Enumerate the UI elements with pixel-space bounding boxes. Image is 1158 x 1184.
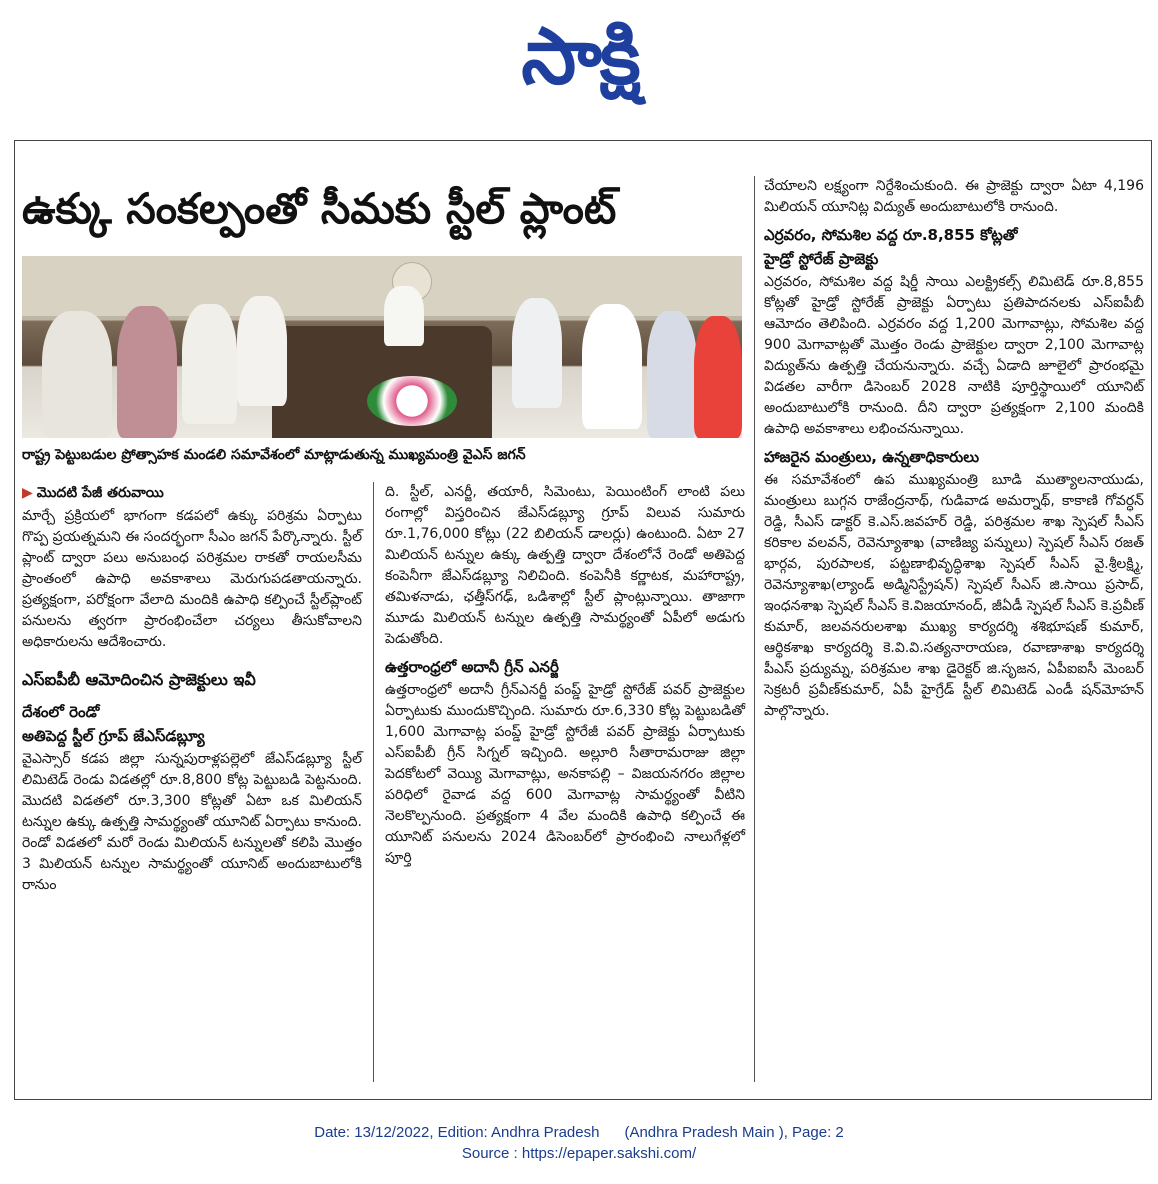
col1-intro: మార్చే ప్రక్రియలో భాగంగా కడపలో ఉక్కు పరిశ్రమ ఏర్పాటు గొప్ప ప్రయత్నమని ఈ సందర్భంగా సీఎం జగన్ పేర్కొన్నారు. స్టీల్ ప్లాంట్ ద్వారా పలు అనుబంధ పరిశ్రమల రాకతో రాయలసీమ ప్రాంతంలో ఉపాధి అవకాశాలు మెరుగుపడతాయన్నారు. ప్రత్యక్షంగా, పరోక్షంగా వేలాది మందికి ఉపాధి కల్పించే స్టీల్‌ప్లాంట్ పనులను త్వరగా ప్రారంభించేలా చర్యలు తీసుకోవాలని అధికారులను ఆదేశించారు.: [22, 508, 362, 650]
article-headline: ఉక్కు సంకల్పంతో సీమకు స్టీల్ ప్లాంట్: [22, 184, 617, 233]
col3-body3: ఈ సమావేశంలో ఉప ముఖ్యమంత్రి బూడి ముత్యాలనాయుడు, మంత్రులు బుగ్గన రాజేంద్రనాథ్, గుడివాడ అమర్నాథ్, కాకాణి గోవర్ధన్ రెడ్డి, సీఎస్ డాక్టర్ కె.ఎస్.జవహర్ రెడ్డి, పరిశ్రమల శాఖ స్పెషల్ సీఎస్ కరికాల వలవన్, రెవెన్యూశాఖ (వాణిజ్య పన్నులు) స్పెషల్ సీఎస్ రజత్ భార్గవ, పురపాలక, పట్టణాభివృద్ధిశాఖ స్పెషల్ సీఎస్ వై.శ్రీలక్ష్మి, రెవెన్యూశాఖ(ల్యాండ్ అడ్మినిస్ట్రేషన్) స్పెషల్ సీఎస్ జి.సాయి ప్రసాద్, ఇంధనశాఖ స్పెషల్ సీఎస్ కె.విజయానంద్, జీఏడీ స్పెషల్ సీఎస్ కె.ప్రవీణ్ కుమార్, జలవనరులశాఖ ముఖ్య కార్యదర్శి శశిభూషణ్ కుమార్, ఆర్థికశాఖ కార్యదర్శి కె.వి.వి.సత్యనారాయణ, రవాణాశాఖ కార్యదర్శి పీఎస్ ప్రద్యుమ్న, పరిశ్రమల శాఖ డైరెక్టర్ జి.సృజన, ఏపీఐఐసీ మెంబర్ సెక్రటరీ ప్రవీణ్‌కుమార్, ఏపీ హైగ్రేడ్ స్టీల్ లిమిటెడ్ ఎండీ షన్‌మోహన్ పాల్గొన్నారు.: [764, 472, 1144, 719]
epaper-footer: [0, 1122, 1158, 1166]
continued-label: [22, 482, 362, 504]
subhead-approved-projects: ఎస్ఐపీబీ ఆమోదించిన ప్రాజెక్టులు ఇవీ: [22, 670, 256, 689]
sakshi-logo: సాక్షి: [521, 12, 639, 102]
person-figure: [582, 304, 642, 429]
person-figure: [182, 304, 237, 424]
subhead-erravaram: ఎర్రవరం, సోమశిల వద్ద రూ.8,855 కోట్లతో: [764, 226, 1018, 244]
masthead: [0, 0, 1158, 110]
photo-wall: [22, 256, 742, 316]
footer-date-edition: Date: 13/12/2022, Edition: Andhra Pradesh (Andhra Pradesh Main ), Page: 2: [314, 1124, 844, 1141]
continued-text: మొదటి పేజీ తరువాయి: [36, 485, 164, 501]
column-3: [764, 176, 1144, 1086]
col3-body2: ఎర్రవరం, సోమశిల వద్ద షిర్డీ సాయి ఎలక్ట్రికల్స్ లిమిటెడ్ రూ.8,855 కోట్లతో హైడ్రో స్టోరేజ్ ప్రాజెక్టు ఏర్పాటు ప్రతిపాదనలకు ఎస్ఐపీబీ ఆమోదం తెలిపింది. ఎర్రవరం వద్ద 1,200 మెగావాట్లు, సోమశిల వద్ద 900 మెగావాట్లతో మొత్తం రెండు ప్రాజెక్టుల ద్వారా 2,100 మెగావాట్ల విద్యుత్‌ను ఉత్పత్తి చేయనున్నారు. వచ్చే ఏడాది జూలైలో ప్రారంభమై విడతల వారీగా డిసెంబర్ 2028 నాటికి పూర్తిస్థాయిలో యూనిట్ అందుబాటులోకి రానుంది. దీని ద్వారా ప్రత్యక్షంగా 2,100 మందికి ఉపాధి అవకాశాలు లభించనున్నాయి.: [764, 274, 1144, 437]
play-triangle-icon: ▶: [22, 485, 33, 501]
column-1: [22, 482, 362, 1082]
subhead-adani-green: ఉత్తరాంధ్రలో అదానీ గ్రీన్ ఎనర్జీ: [385, 658, 559, 676]
person-figure: [42, 311, 112, 438]
column-rule: [754, 176, 755, 1082]
subhead-attendees: హాజరైన మంత్రులు, ఉన్నతాధికారులు: [764, 448, 980, 466]
person-figure: [237, 296, 287, 406]
flower-bouquet: [367, 376, 457, 426]
person-figure: [512, 298, 562, 408]
subhead-second-largest: దేశంలో రెండో: [22, 703, 100, 721]
column-2: [385, 482, 745, 1082]
footer-source: Source : https://epaper.sakshi.com/: [461, 1145, 697, 1162]
subhead-jsw-group: అతిపెద్ద స్టీల్ గ్రూప్ జేఎస్‌డబ్ల్యూ: [22, 727, 205, 745]
col2-body1: ది. స్టీల్, ఎనర్జీ, తయారీ, సిమెంటు, పెయింటింగ్ లాంటి పలు రంగాల్లో విస్తరించిన జేఎస్‌డబ్ల్యూ గ్రూప్ విలువ సుమారు రూ.1,76,000 కోట్లు (22 బిలియన్ డాలర్లు) ఉంటుంది. ఏటా 27 మిలియన్ టన్నుల ఉక్కు ఉత్పత్తి ద్వారా దేశంలోనే రెండో అతిపెద్ద కంపెనీగా జేఎస్‌డబ్ల్యూ నిలిచింది. కంపెనీకి కర్ణాటక, మహారాష్ట్ర, తమిళనాడు, ఛత్తీస్‌గఢ్, ఒడిశాల్లో స్టీల్ ప్లాంట్లున్నాయి. తాజాగా మూడు మిలియన్ టన్నుల ఉత్పత్తి సామర్థ్యంతో ఏపీలో అడుగు పెడుతోంది.: [385, 484, 745, 647]
photo-caption: రాష్ట్ర పెట్టుబడుల ప్రోత్సాహక మండలి సమావేశంలో మాట్లాడుతున్న ముఖ్యమంత్రి వైఎస్ జగన్: [22, 447, 526, 463]
person-figure: [694, 316, 742, 438]
subhead-hydro-storage: హైడ్రో స్టోరేజ్ ప్రాజెక్టు: [764, 250, 879, 268]
col1-body: వైఎస్సార్ కడప జిల్లా సున్నపురాళ్లపల్లెలో జేఎస్‌డబ్ల్యూ స్టీల్ లిమిటెడ్ రెండు విడతల్లో రూ.8,800 కోట్ల పెట్టుబడి పెట్టనుంది. మొదటి విడతలో రూ.3,300 కోట్లతో ఏటా ఒక మిలియన్ టన్నుల ఉక్కు ఉత్పత్తి సామర్థ్యంతో యూనిట్ ఏర్పాటు కానుంది. రెండో విడతలో మరో రెండు మిలియన్ టన్నులతో కలిపి మొత్తం 3 మిలియన్ టన్నుల సామర్థ్యంతో యూనిట్ అందుబాటులోకి రానుం: [22, 751, 362, 893]
col2-body2: ఉత్తరాంధ్రలో అదానీ గ్రీన్‌ఎనర్జీ పంప్డ్ హైడ్రో స్టోరేజ్ పవర్ ప్రాజెక్టుల ఏర్పాటుకు ముందుకొచ్చింది. సుమారు రూ.6,330 కోట్ల పెట్టుబడితో 1,600 మెగావాట్ల పంప్డ్ హైడ్రో స్టోరేజీ పవర్ ప్రాజెక్టు ఏర్పాటుకు ఎస్ఐపీబీ గ్రీన్ సిగ్నల్ ఇచ్చింది. అల్లూరి సీతారామరాజు జిల్లా పెదకోటలో వెయ్యి మెగావాట్లు, అనకాపల్లి – విజయనగరం జిల్లాల పరిధిలో రైవాడ వద్ద 600 మెగావాట్ల సామర్థ్యంతో వీటిని నెలకొల్పనుంది. ప్రత్యక్షంగా 4 వేల మందికి ఉపాధి కల్పించే ఈ యూనిట్ పనులను 2024 డిసెంబర్‌లో ప్రారంభించి నాలుగేళ్లలో పూర్తి: [385, 682, 745, 866]
col3-body1: చేయాలని లక్ష్యంగా నిర్దేశించుకుంది. ఈ ప్రాజెక్టు ద్వారా ఏటా 4,196 మిలియన్ యూనిట్ల విద్యుత్ అందుబాటులోకి రానుంది.: [764, 178, 1144, 215]
meeting-photo: [22, 256, 742, 438]
person-figure: [647, 311, 697, 438]
column-rule: [373, 482, 374, 1082]
person-figure: [117, 306, 177, 438]
chief-minister-figure: [384, 286, 424, 346]
